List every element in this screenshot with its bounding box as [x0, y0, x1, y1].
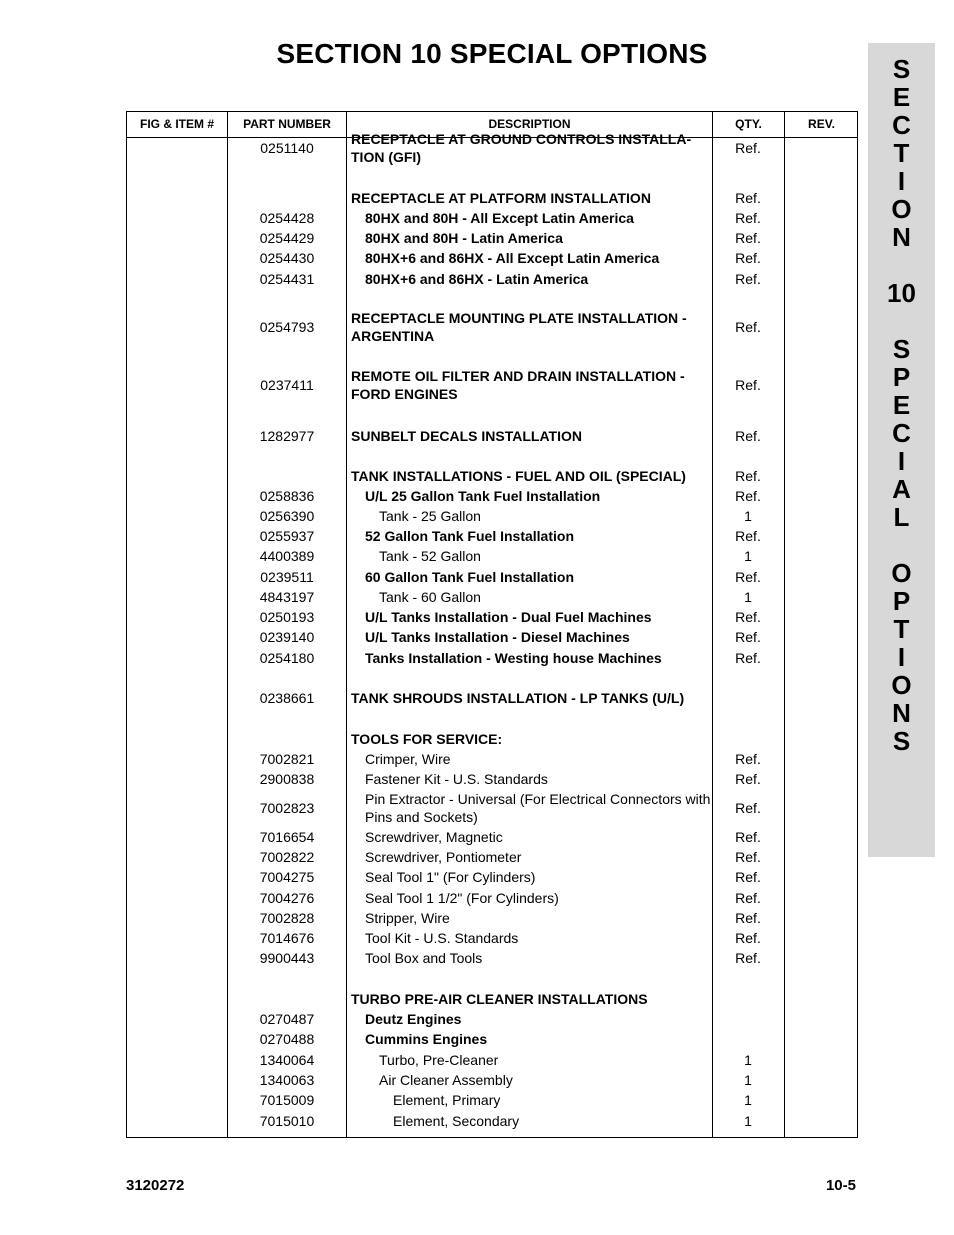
description-cell: Cummins Engines — [365, 1031, 488, 1047]
description-cell: Air Cleaner Assembly — [379, 1072, 513, 1088]
qty-cell: Ref. — [735, 376, 761, 393]
side-tab-letter: P — [892, 362, 911, 392]
part-number-cell: 4400389 — [259, 547, 315, 564]
part-number-cell: 7004275 — [259, 868, 315, 885]
description-cell: Screwdriver, Magnetic — [365, 829, 503, 845]
part-number-cell: 0254428 — [259, 209, 315, 226]
qty-cell: 1 — [744, 1112, 752, 1129]
qty-cell: Ref. — [735, 139, 761, 156]
side-tab-letter: E — [892, 82, 911, 112]
side-tab-letter: T — [893, 614, 910, 644]
description-cell: Crimper, Wire — [365, 751, 451, 767]
part-number-cell: 0254431 — [259, 270, 315, 287]
description-cell: Deutz Engines — [365, 1011, 462, 1027]
description-cell: Screwdriver, Pontiometer — [365, 849, 522, 865]
part-number-cell: 0254180 — [259, 649, 315, 666]
part-number-cell: 4843197 — [259, 588, 315, 605]
side-tab-letter: A — [892, 474, 911, 504]
description-cell: RECEPTACLE MOUNTING PLATE INSTALLATION - ARGENTINA — [351, 310, 687, 344]
part-number-cell: 7002828 — [259, 909, 315, 926]
side-tab-letter: I — [897, 642, 906, 672]
description-cell: Tool Kit - U.S. Standards — [365, 930, 519, 946]
part-number-cell: 0239140 — [259, 628, 315, 645]
description-cell: Turbo, Pre-Cleaner — [379, 1052, 499, 1068]
parts-table — [126, 111, 858, 1138]
side-tab-letter: S — [892, 334, 911, 364]
side-tab-letter: 10 — [887, 278, 916, 308]
side-tab-letter: I — [897, 166, 906, 196]
side-tab-letter: N — [892, 698, 911, 728]
side-tab-letter: L — [893, 502, 910, 532]
description-cell: Seal Tool 1 1/2" (For Cylinders) — [365, 890, 559, 906]
part-number-cell: 7002823 — [259, 799, 315, 816]
description-cell: RECEPTACLE AT PLATFORM INSTALLATION — [351, 190, 651, 206]
description-cell: REMOTE OIL FILTER AND DRAIN INSTALLATION - FORD ENGINES — [351, 368, 685, 402]
page-number: 10-5 — [825, 1177, 856, 1194]
column-header-description: DESCRIPTION — [488, 117, 571, 131]
side-tab-letter: O — [891, 670, 912, 700]
column-header-rev: REV. — [808, 117, 835, 131]
qty-cell: 1 — [744, 1091, 752, 1108]
part-number-cell: 1340063 — [259, 1071, 315, 1088]
qty-cell: 1 — [744, 588, 752, 605]
column-header-qty: QTY. — [735, 117, 762, 131]
qty-cell: Ref. — [735, 189, 761, 206]
qty-cell: Ref. — [735, 318, 761, 335]
part-number-cell: 0250193 — [259, 608, 315, 625]
part-number-cell: 0239511 — [260, 568, 314, 585]
qty-cell: Ref. — [735, 427, 761, 444]
description-cell: 60 Gallon Tank Fuel Installation — [365, 569, 575, 585]
part-number-cell: 0237411 — [260, 376, 314, 393]
description-cell: 80HX+6 and 86HX - All Except Latin America — [365, 250, 660, 266]
part-number-cell: 7014676 — [259, 929, 315, 946]
description-cell: Tank - 25 Gallon — [379, 508, 481, 524]
part-number-cell: 7004276 — [259, 889, 315, 906]
part-number-cell: 0270487 — [259, 1010, 315, 1027]
description-cell: 80HX+6 and 86HX - Latin America — [365, 271, 589, 287]
qty-cell: Ref. — [735, 649, 761, 666]
qty-cell: Ref. — [735, 568, 761, 585]
description-cell: RECEPTACLE AT GROUND CONTROLS INSTALLA- TION (GFI) — [351, 131, 692, 165]
qty-cell: Ref. — [735, 949, 761, 966]
document-number: 3120272 — [126, 1177, 185, 1194]
description-cell: TURBO PRE-AIR CLEANER INSTALLATIONS — [351, 991, 648, 1007]
description-cell: Tool Box and Tools — [365, 950, 483, 966]
qty-cell: Ref. — [735, 799, 761, 816]
description-cell: TANK INSTALLATIONS - FUEL AND OIL (SPECIAL) — [351, 468, 686, 484]
column-divider — [346, 112, 347, 1137]
qty-cell: Ref. — [735, 770, 761, 787]
description-cell: Tanks Installation - Westing house Machines — [365, 650, 662, 666]
description-cell: TANK SHROUDS INSTALLATION - LP TANKS (U/L) — [351, 690, 685, 706]
qty-cell: Ref. — [735, 828, 761, 845]
side-tab-letter: O — [891, 558, 912, 588]
part-number-cell: 2900838 — [259, 770, 315, 787]
part-number-cell: 1340064 — [259, 1051, 315, 1068]
description-cell: 80HX and 80H - All Except Latin America — [365, 210, 634, 226]
part-number-cell: 7016654 — [259, 828, 315, 845]
description-cell: Element, Secondary — [393, 1113, 520, 1129]
description-cell: 80HX and 80H - Latin America — [365, 230, 563, 246]
part-number-cell: 9900443 — [259, 949, 315, 966]
part-number-cell: 0270488 — [259, 1030, 315, 1047]
side-tab-letter: C — [892, 110, 911, 140]
description-cell: Fastener Kit - U.S. Standards — [365, 771, 548, 787]
side-tab-text — [868, 55, 935, 755]
qty-cell: Ref. — [735, 750, 761, 767]
qty-cell: 1 — [744, 1051, 752, 1068]
side-tab-letter: I — [897, 446, 906, 476]
column-header-fig-item: FIG & ITEM # — [139, 117, 214, 131]
part-number-cell: 0238661 — [259, 689, 315, 706]
description-cell: U/L Tanks Installation - Dual Fuel Machines — [365, 609, 652, 625]
description-cell: Stripper, Wire — [365, 910, 450, 926]
qty-cell: 1 — [744, 507, 752, 524]
part-number-cell: 0254429 — [259, 229, 315, 246]
qty-cell: 1 — [744, 547, 752, 564]
side-tab-letter: P — [892, 586, 911, 616]
column-header-part-number: PART NUMBER — [243, 117, 331, 131]
part-number-cell: 7015010 — [259, 1112, 315, 1129]
qty-cell: 1 — [744, 1071, 752, 1088]
side-tab-letter: S — [892, 726, 911, 756]
part-number-cell: 1282977 — [259, 427, 315, 444]
qty-cell: Ref. — [735, 467, 761, 484]
column-divider — [784, 112, 785, 1137]
description-cell: 52 Gallon Tank Fuel Installation — [365, 528, 575, 544]
qty-cell: Ref. — [735, 868, 761, 885]
part-number-cell: 0251140 — [260, 139, 314, 156]
side-tab-letter: O — [891, 194, 912, 224]
side-tab-letter: S — [892, 54, 911, 84]
qty-cell: Ref. — [735, 249, 761, 266]
qty-cell: Ref. — [735, 229, 761, 246]
qty-cell: Ref. — [735, 209, 761, 226]
description-cell: Seal Tool 1" (For Cylinders) — [365, 869, 536, 885]
page-title: SECTION 10 SPECIAL OPTIONS — [276, 38, 708, 69]
description-cell: SUNBELT DECALS INSTALLATION — [351, 428, 582, 444]
part-number-cell: 0254430 — [259, 249, 315, 266]
qty-cell: Ref. — [735, 270, 761, 287]
part-number-cell: 0254793 — [259, 318, 315, 335]
part-number-cell: 7002822 — [259, 848, 315, 865]
description-cell: Tank - 52 Gallon — [379, 548, 481, 564]
description-cell: Pin Extractor - Universal (For Electrical Connectors with Pins and Sockets) — [365, 791, 711, 825]
qty-cell: Ref. — [735, 608, 761, 625]
description-cell: Element, Primary — [393, 1092, 501, 1108]
side-tab-letter: T — [893, 138, 910, 168]
description-cell: TOOLS FOR SERVICE: — [351, 731, 503, 747]
description-cell: U/L Tanks Installation - Diesel Machines — [365, 629, 630, 645]
part-number-cell: 0258836 — [259, 487, 315, 504]
qty-cell: Ref. — [735, 929, 761, 946]
qty-cell: Ref. — [735, 889, 761, 906]
side-tab-letter: E — [892, 390, 911, 420]
side-tab-letter: N — [892, 222, 911, 252]
part-number-cell: 7002821 — [259, 750, 315, 767]
qty-cell: Ref. — [735, 848, 761, 865]
part-number-cell: 7015009 — [259, 1091, 315, 1108]
qty-cell: Ref. — [735, 487, 761, 504]
part-number-cell: 0255937 — [259, 527, 315, 544]
part-number-cell: 0256390 — [259, 507, 315, 524]
qty-cell: Ref. — [735, 909, 761, 926]
side-tab-letter: C — [892, 418, 911, 448]
description-cell: U/L 25 Gallon Tank Fuel Installation — [365, 488, 601, 504]
qty-cell: Ref. — [735, 628, 761, 645]
section-side-tab — [868, 43, 935, 857]
qty-cell: Ref. — [735, 527, 761, 544]
description-cell: Tank - 60 Gallon — [379, 589, 481, 605]
